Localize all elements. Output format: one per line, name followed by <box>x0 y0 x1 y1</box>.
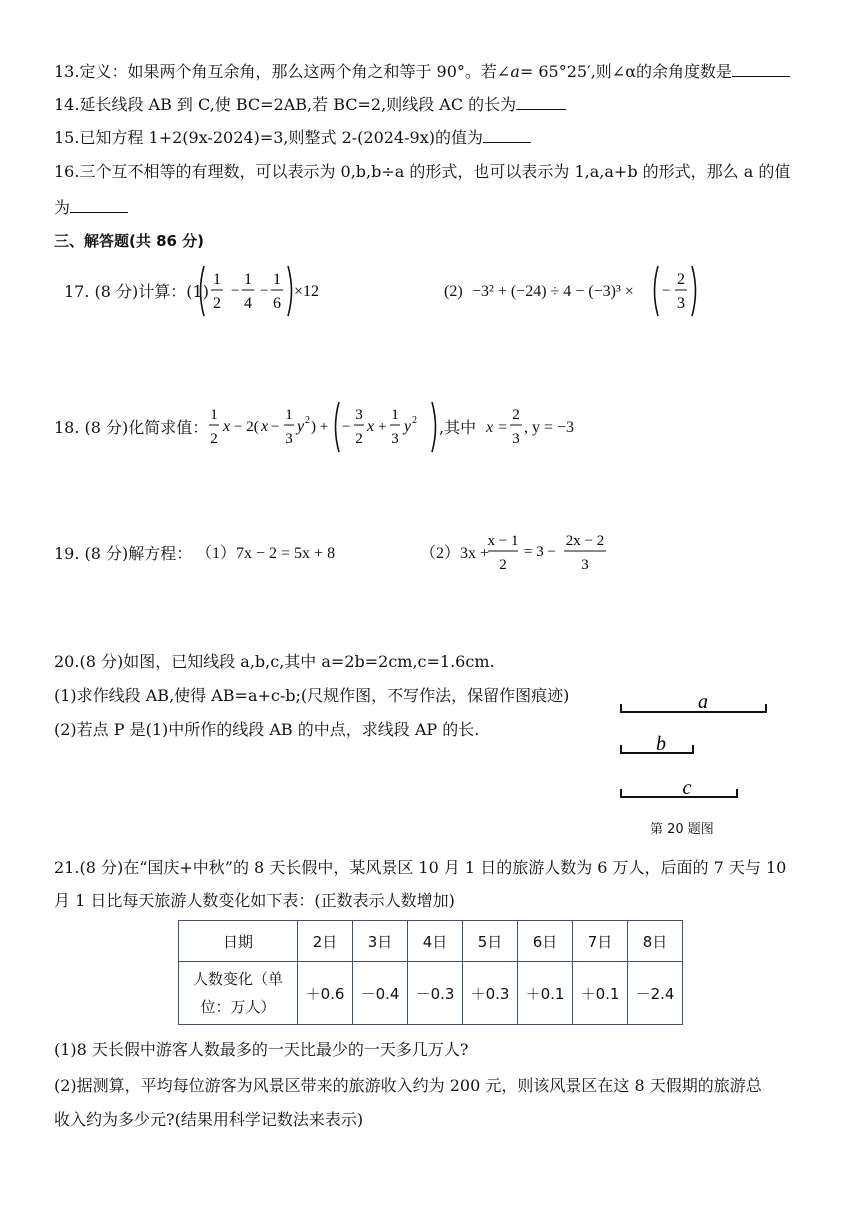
question-16-line2 <box>54 198 128 218</box>
q15-text: 15.已知方程 1+2(9x-2024)=3,则整式 2-(2024-9x)的值为 <box>54 128 483 147</box>
tourist-change-table <box>178 920 683 1025</box>
q13-answer-blank[interactable] <box>732 62 790 77</box>
table-day: 7日 <box>573 921 628 962</box>
svg-text:x: x <box>223 418 231 435</box>
segment-b-label: b <box>656 733 666 755</box>
table-day: 2日 <box>298 921 353 962</box>
q13-text-a: 13.定义：如果两个角互余角，那么这两个角之和等于 90°。若∠ <box>54 62 511 81</box>
q17-part2-label: (2) <box>444 283 463 300</box>
q18-label: 18. (8 分)化简求值： <box>54 418 209 437</box>
segment-c-label: c <box>682 777 692 799</box>
svg-text:−: − <box>271 419 280 435</box>
q17-label: 17. (8 分)计算：(1) <box>64 282 209 301</box>
segment-a <box>621 691 766 713</box>
q16-line1: 16.三个互不相等的有理数，可以表示为 0,b,b÷a 的形式，也可以表示为 1,a,a+b 的形式，那么 a 的值 <box>54 162 791 181</box>
table-change-cell: ＋0.3 <box>463 962 518 1025</box>
q20-line2: (1)求作线段 AB,使得 AB=a+c-b;(尺规作图，不写作法，保留作图痕迹) <box>54 686 570 705</box>
svg-text:1: 1 <box>285 407 293 423</box>
q18-x-den: 3 <box>512 431 520 447</box>
table-change-row <box>179 962 683 1025</box>
svg-text:y: y <box>404 418 412 435</box>
table-day: 3日 <box>353 921 408 962</box>
q18-x-num: 2 <box>512 407 520 423</box>
table-day: 8日 <box>628 921 683 962</box>
q19-part2-label: （2）3x + <box>420 545 490 562</box>
q19-part2-expression <box>488 526 618 582</box>
table-row-label-line2: 位：万人） <box>200 998 276 1016</box>
q14-answer-blank[interactable] <box>516 95 566 110</box>
q19-frac1-num: x − 1 <box>487 533 519 549</box>
question-16-line1 <box>54 162 790 182</box>
q20-figure-caption: 第 20 题图 <box>650 822 714 837</box>
q17-frac2-den: 4 <box>244 295 252 312</box>
table-day: 5日 <box>463 921 518 962</box>
q16-answer-blank[interactable] <box>70 198 128 213</box>
table-change-cell: －0.4 <box>353 962 408 1025</box>
svg-text:−: − <box>231 283 240 299</box>
q21-line1: 21.(8 分)在“国庆+中秋”的 8 天长假中，某风景区 10 月 1 日的旅游人数为 6 万人，后面的 7 天与 10 <box>54 858 787 877</box>
q17-frac3-den: 6 <box>273 295 281 312</box>
q21-line2: 月 1 日比每天旅游人数变化如下表：(正数表示人数增加) <box>54 891 455 910</box>
q18-where: ,其中 <box>439 418 477 437</box>
svg-text:−: − <box>260 283 269 299</box>
q17-part2-fraction <box>651 262 701 322</box>
table-day: 4日 <box>408 921 463 962</box>
table-day: 6日 <box>518 921 573 962</box>
svg-text:+: + <box>378 419 387 435</box>
segment-a-label: a <box>698 691 708 713</box>
svg-text:2: 2 <box>305 415 310 426</box>
svg-text:y: y <box>297 418 305 435</box>
q21-sub2-line2: 收入约为多少元?(结果用科学记数法来表示) <box>54 1110 364 1129</box>
q19-part1: （1）7x − 2 = 5x + 8 <box>196 545 336 562</box>
question-13 <box>54 62 790 82</box>
q18-x-label: x = <box>486 419 508 436</box>
segment-b <box>621 733 693 755</box>
svg-text:) +: ) + <box>311 419 329 435</box>
svg-text:x: x <box>367 418 375 435</box>
q17-frac3-num: 1 <box>273 271 281 288</box>
table-change-cell: ＋0.1 <box>518 962 573 1025</box>
table-change-cell: ＋0.1 <box>573 962 628 1025</box>
q17-frac2-num: 1 <box>244 271 252 288</box>
svg-text:3: 3 <box>285 431 293 447</box>
q17-frac1-den: 2 <box>213 295 221 312</box>
svg-text:2: 2 <box>355 431 363 447</box>
svg-text:−: − <box>342 419 351 435</box>
q17-p2-frac-den: 3 <box>677 295 685 312</box>
svg-text:3: 3 <box>391 431 399 447</box>
q19-frac2-num: 2x − 2 <box>565 533 605 549</box>
table-header-label: 日期 <box>179 921 298 962</box>
svg-text:− 2(: − 2( <box>234 419 259 435</box>
q17-part2-expr: −3² + (−24) ÷ 4 − (−3)³ × <box>472 283 634 300</box>
q17-times-12: ×12 <box>294 283 320 300</box>
q19-mid: = 3 − <box>524 544 556 560</box>
q20-line1: 20.(8 分)如图，已知线段 a,b,c,其中 a=2b=2cm,c=1.6cm. <box>54 652 495 671</box>
table-header-row <box>179 921 683 962</box>
svg-text:x: x <box>261 418 269 435</box>
q20-segments-figure <box>610 688 780 808</box>
q19-frac1-den: 2 <box>499 557 507 573</box>
svg-text:2: 2 <box>210 431 218 447</box>
q16-line2: 为 <box>54 198 71 217</box>
svg-text:1: 1 <box>391 407 399 423</box>
q19-frac2-den: 3 <box>581 557 589 573</box>
q21-sub1: (1)8 天长假中游客人数最多的一天比最少的一天多几万人? <box>54 1040 469 1059</box>
q21-sub2-line1: (2)据测算，平均每位游客为风景区带来的旅游收入约为 200 元，则该风景区在这 8 天假期的旅游总 <box>54 1076 762 1095</box>
table-change-cell: －0.3 <box>408 962 463 1025</box>
q17-frac1-num: 1 <box>213 271 221 288</box>
question-14 <box>54 95 566 115</box>
q20-line3: (2)若点 P 是(1)中所作的线段 AB 的中点，求线段 AP 的长. <box>54 720 480 739</box>
q14-text: 14.延长线段 AB 到 C,使 BC=2AB,若 BC=2,则线段 AC 的长为 <box>54 95 517 114</box>
q18-expression <box>208 398 448 458</box>
table-row-label-line1: 人数变化（单 <box>192 970 283 988</box>
q17-p2-frac-num: 2 <box>677 271 685 288</box>
table-change-cell: －2.4 <box>628 962 683 1025</box>
svg-text:1: 1 <box>210 407 218 423</box>
table-row-label <box>179 962 298 1025</box>
svg-text:2: 2 <box>412 415 417 426</box>
q13-text-b: = 65°25′,则∠α的余角度数是 <box>519 62 733 81</box>
q15-answer-blank[interactable] <box>483 128 531 143</box>
q13-var-a: a <box>510 62 520 81</box>
q17-part1-expression <box>196 262 326 322</box>
q19-label: 19. (8 分)解方程： <box>54 544 193 563</box>
segment-c <box>621 777 737 799</box>
svg-text:−: − <box>662 283 671 299</box>
section-3-title: 三、解答题(共 86 分) <box>54 232 205 250</box>
question-15 <box>54 128 531 148</box>
q18-y-value: , y = −3 <box>524 419 575 436</box>
table-change-cell: ＋0.6 <box>298 962 353 1025</box>
svg-text:3: 3 <box>355 407 363 423</box>
